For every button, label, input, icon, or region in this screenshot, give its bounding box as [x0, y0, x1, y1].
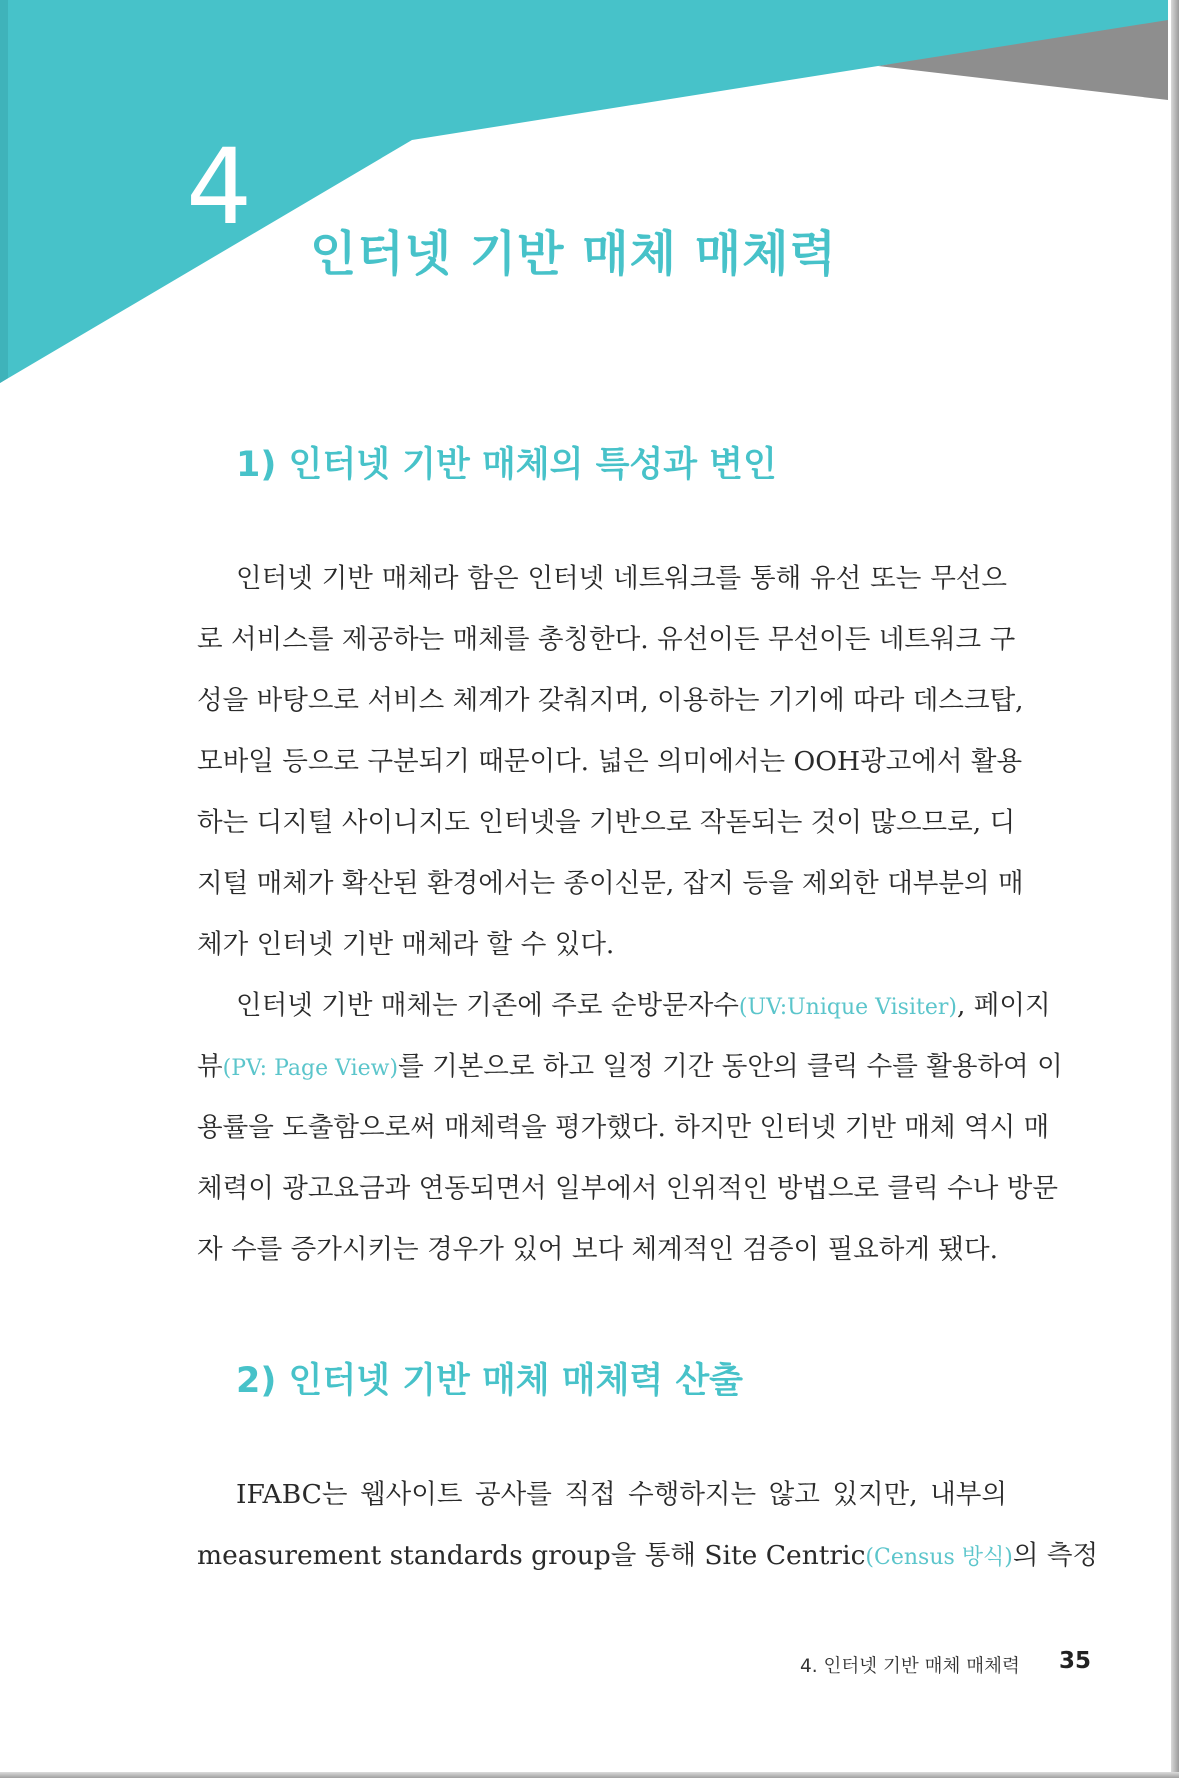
paragraph-line: 체가 인터넷 기반 매체라 할 수 있다. [197, 929, 615, 960]
paragraph-line [236, 990, 1051, 1022]
line-text: 인터넷 기반 매체는 기존에 주로 순방문자수 [236, 990, 739, 1021]
paragraph-line: 성을 바탕으로 서비스 체계가 갖춰지며, 이용하는 기기에 따라 데스크탑, [197, 685, 1024, 716]
paragraph-line: IFABC는 웹사이트 공사를 직접 수행하지는 않고 있지만, 내부의 [236, 1479, 1007, 1510]
running-footer-title: 4. 인터넷 기반 매체 매체력 [800, 1656, 1020, 1677]
page-number: 35 [1059, 1648, 1092, 1674]
chapter-header-graphic [0, 0, 1179, 400]
paragraph-line: 지털 매체가 확산된 환경에서는 종이신문, 잡지 등을 제외한 대부분의 매 [197, 868, 1024, 899]
page-edge-shadow-bottom [0, 1772, 1179, 1778]
section-heading-2: 2) 인터넷 기반 매체 매체력 산출 [236, 1361, 743, 1401]
banner-left-edge [0, 0, 8, 383]
paragraph-line: 로 서비스를 제공하는 매체를 총칭한다. 유선이든 무선이든 네트워크 구 [197, 624, 1016, 655]
paragraph-line: 하는 디지털 사이니지도 인터넷을 기반으로 작돋되는 것이 많으므로, 디 [197, 807, 1016, 838]
line-text: , 페이지 [956, 990, 1051, 1021]
paragraph-line [197, 1540, 1099, 1572]
section-heading-1: 1) 인터넷 기반 매체의 특성과 변인 [236, 445, 777, 485]
line-text: 를 기본으로 하고 일정 기간 동안의 클릭 수를 활용하여 이 [398, 1051, 1063, 1082]
paragraph-line: 자 수를 증가시키는 경우가 있어 보다 체계적인 검증이 필요하게 됐다. [197, 1234, 999, 1265]
page-edge-shadow-right [1171, 0, 1179, 1778]
inline-note: (Census 방식) [865, 1545, 1013, 1570]
line-text: measurement standards group을 통해 Site Centric [197, 1540, 866, 1571]
chapter-number: 4 [186, 126, 253, 248]
line-text: 의 측정 [1012, 1540, 1099, 1571]
inline-note: (UV:Unique Visiter) [738, 995, 957, 1020]
paragraph-line: 체력이 광고요금과 연동되면서 일부에서 인위적인 방법으로 클릭 수나 방문 [197, 1173, 1058, 1204]
paragraph-line: 모바일 등으로 구분되기 때문이다. 넓은 의미에서는 OOH광고에서 활용 [197, 746, 1023, 777]
paragraph-line [197, 1051, 1063, 1083]
paragraph-line: 인터넷 기반 매체라 함은 인터넷 네트워크를 통해 유선 또는 무선으 [236, 563, 1007, 594]
line-text: 뷰 [197, 1051, 223, 1082]
chapter-title: 인터넷 기반 매체 매체력 [310, 226, 837, 282]
inline-note: (PV: Page View) [222, 1056, 399, 1081]
paragraph-line: 용률을 도출함으로써 매체력을 평가했다. 하지만 인터넷 기반 매체 역시 매 [197, 1112, 1050, 1143]
